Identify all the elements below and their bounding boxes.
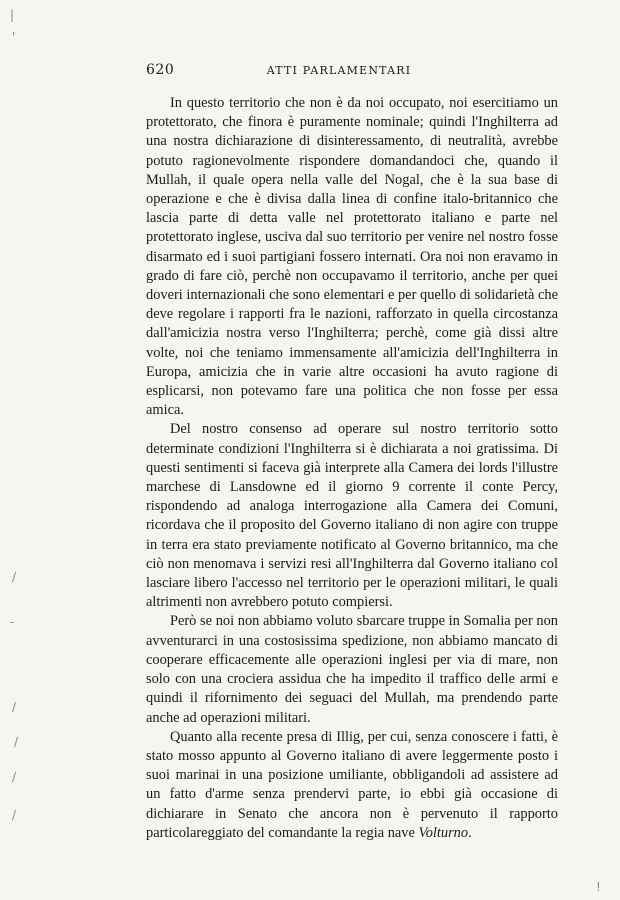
paragraph-1: In questo territorio che non è da noi occupato, noi esercitiamo un protettorato, che finora è puramente nominale; quindi l'Inghilterra ad una nostra dichiarazione di disinteressamento, di neutralità, avrebbe potuto ragionevolmente rispondere domandandoci che, quando il Mullah, il quale opera nella valle del Nogal, che è la sua base di operazione e che è divisa dalla linea di confine italo-britannico che lascia parte di detta valle nel protettorato italiano e parte nel protettorato inglese, usciva dal suo territorio per venire nel nostro fosse disarmato ed i suoi partigiani fossero internati. Ora noi non eravamo in grado di fare ciò, perchè non occupavamo il territorio, anche per quei doveri internazionali che sono elementari e per quello di solidarietà che deve regolare i rapporti fra le nazioni, rafforzato in quella circostanza dall'amicizia nostra verso l'Inghilterra; perchè, come già dissi altre volte, noi che teniamo immensamente all'amicizia dell'Inghilterra in Europa, amicizia che in varie altre occasioni ha avuto ragione di esplicarsi, non potevamo fare una politica che non fosse per essa amica. xyxy=(146,95,558,419)
scan-mark: - xyxy=(10,615,15,629)
scan-mark: / xyxy=(12,808,17,822)
scan-mark: ! xyxy=(596,880,601,894)
scan-mark: | xyxy=(10,8,15,22)
page-number: 620 xyxy=(146,62,175,78)
ship-name: Volturno xyxy=(418,824,469,841)
body-text xyxy=(146,94,558,843)
paragraph-3: Però se noi non abbiamo voluto sbarcare truppe in Somalia per non avventurarci in una costosissima spedizione, non abbiamo mancato di cooperare efficacemente alle operazioni inglesi per via di mare, non solo con una crociera assidua che ha impedito il traffico delle armi e quindi il rifornimento dei seguaci del Mullah, ma prendendo parte anche ad operazioni militari. xyxy=(146,613,558,726)
paragraph-4-text: Quanto alla recente presa di Illig, per cui, senza conoscere i fatti, è stato mosso appunto al Governo italiano di avere leggermente posto i suoi marinai in una posizione umiliante, obbligandoli ad assistere ad un fatto d'arme senza prendervi parte, io ebbi già occasione di dichiarare in Senato che ancora non è pervenuto il rapporto particolareggiato del comandante la regia nave xyxy=(146,728,558,841)
paragraph-2: Del nostro consenso ad operare sul nostro territorio sotto determinate condizioni l'Inghilterra si è dichiarata a noi gratissima. Di questi sentimenti si faceva già interprete alla Camera dei lords l'illustre marchese di Lansdowne ed il giorno 9 corrente il conte Percy, rispondendo ad analoga interrogazione alla Camera dei Comuni, ricordava che il proposito del Governo italiano di non agire con truppe in terra era stato previamente notificato al Governo britannico, ma che ciò non menomava i servizi resi all'Inghilterra dal Governo italiano col lasciare libero l'accesso nel territorio per le operazioni militari, le quali altrimenti non avrebbero potuto compiersi. xyxy=(146,421,558,611)
paragraph-4-end: . xyxy=(468,824,472,841)
scan-mark: / xyxy=(12,700,17,714)
running-head: ATTI PARLAMENTARI xyxy=(266,64,412,77)
paragraph-4 xyxy=(146,728,558,843)
scan-mark: / xyxy=(14,735,19,749)
scan-mark: ' xyxy=(12,30,16,44)
scan-mark: / xyxy=(12,570,17,584)
scan-mark: / xyxy=(12,770,17,784)
